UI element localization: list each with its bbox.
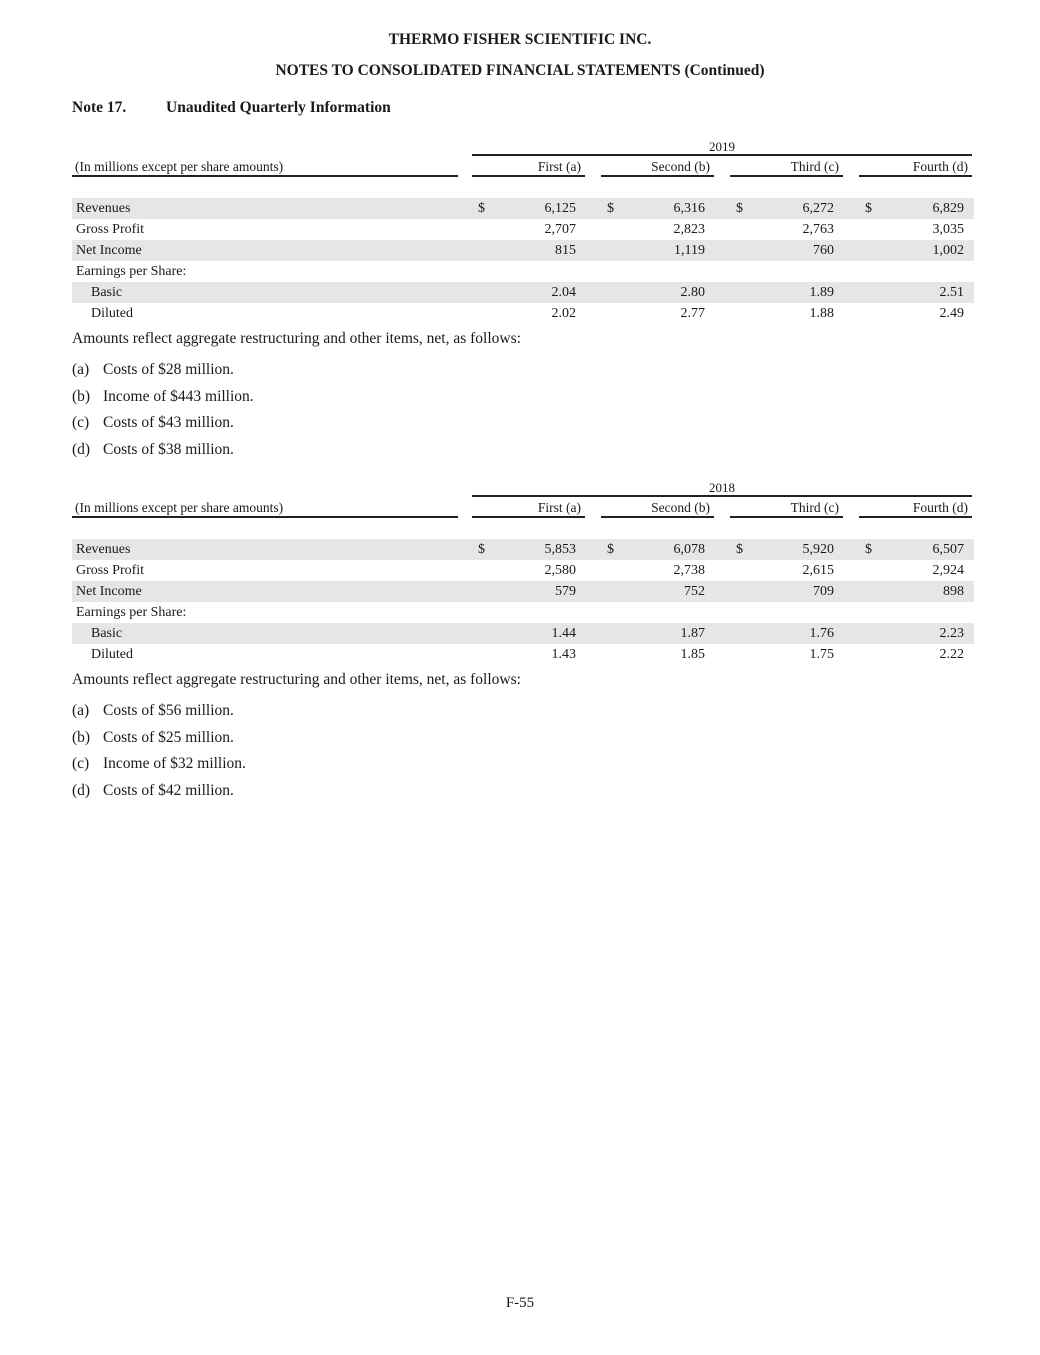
row-label: Earnings per Share: (76, 264, 187, 279)
column-header: Third (c) (730, 159, 843, 177)
footnote-intro: Amounts reflect aggregate restructuring and other items, net, as follows: (72, 330, 521, 347)
cell-value: 1.88 (809, 306, 834, 321)
currency-symbol: $ (865, 201, 872, 216)
column-header: First (a) (472, 500, 585, 518)
note-number: Note 17. (72, 99, 127, 116)
row-label: Gross Profit (76, 222, 145, 237)
note-heading (72, 99, 391, 117)
row-label: Net Income (76, 584, 142, 599)
column-header: First (a) (472, 159, 585, 177)
currency-symbol: $ (478, 201, 485, 216)
footnote-item (72, 782, 234, 800)
footnote-text: Income of $443 million. (103, 387, 254, 405)
currency-symbol: $ (736, 201, 743, 216)
cell-value: 6,507 (932, 542, 964, 557)
column-header: Fourth (d) (859, 159, 972, 177)
cell-value: 2.23 (939, 626, 964, 641)
cell-value: 6,316 (673, 201, 705, 216)
table-row (72, 303, 974, 324)
cell-value: 2,615 (802, 563, 834, 578)
cell-value: 2.77 (680, 306, 705, 321)
footnote-text: Costs of $43 million. (103, 414, 234, 431)
column-header: Fourth (d) (859, 500, 972, 518)
footnote-item (72, 361, 234, 379)
currency-symbol: $ (607, 201, 614, 216)
note-title: Unaudited Quarterly Information (166, 99, 391, 116)
currency-symbol: $ (736, 542, 743, 557)
footnote-text: Costs of $56 million. (103, 702, 234, 719)
cell-value: 1,002 (932, 243, 964, 258)
cell-value: 1,119 (674, 243, 705, 258)
footnote-item (72, 441, 234, 459)
table-row (72, 219, 974, 240)
cell-value: 2.51 (939, 285, 964, 300)
row-label: Diluted (91, 306, 133, 321)
cell-value: 1.44 (551, 626, 576, 641)
row-label: Diluted (91, 647, 133, 662)
cell-value: 5,920 (802, 542, 834, 557)
table-row (72, 198, 974, 219)
cell-value: 2.04 (551, 285, 576, 300)
footnote-key: (b) (72, 728, 91, 746)
year-rule (472, 154, 972, 156)
cell-value: 6,125 (544, 201, 576, 216)
quarterly-table-2019 (0, 139, 1040, 329)
cell-value: 2,763 (802, 222, 834, 237)
cell-value: 6,829 (932, 201, 964, 216)
row-label: Gross Profit (76, 563, 145, 578)
table-row (72, 644, 974, 665)
footnote-text: Costs of $42 million. (103, 781, 234, 799)
cell-value: 898 (943, 584, 964, 599)
description-header: (In millions except per share amounts) (72, 159, 458, 177)
cell-value: 2,924 (932, 563, 964, 578)
cell-value: 815 (555, 243, 576, 258)
footnote-intro: Amounts reflect aggregate restructuring and other items, net, as follows: (72, 671, 521, 688)
footnote-key: (a) (72, 361, 90, 378)
cell-value: 2,738 (673, 563, 705, 578)
company-name: THERMO FISHER SCIENTIFIC INC. (388, 31, 652, 48)
table-row (72, 623, 974, 644)
page-number: F-55 (505, 1295, 535, 1311)
cell-value: 760 (813, 243, 834, 258)
column-header: Second (b) (601, 159, 714, 177)
table-year: 2018 (709, 480, 735, 495)
footnote-item (72, 702, 234, 720)
footnote-key: (c) (72, 755, 90, 772)
cell-value: 2.22 (939, 647, 964, 662)
description-header: (In millions except per share amounts) (72, 500, 458, 518)
table-row (72, 560, 974, 581)
footnote-key: (c) (72, 414, 90, 431)
cell-value: 1.75 (809, 647, 834, 662)
cell-value: 2,823 (673, 222, 705, 237)
cell-value: 2.49 (939, 306, 964, 321)
column-header: Second (b) (601, 500, 714, 518)
footnote-key: (d) (72, 440, 91, 458)
cell-value: 1.87 (680, 626, 705, 641)
row-label: Revenues (76, 201, 131, 216)
footnote-item (72, 414, 234, 432)
column-header: Third (c) (730, 500, 843, 518)
footnote-item (72, 755, 246, 773)
row-label: Revenues (76, 542, 131, 557)
cell-value: 579 (555, 584, 576, 599)
cell-value: 5,853 (544, 542, 576, 557)
page-subtitle: NOTES TO CONSOLIDATED FINANCIAL STATEMENTS (Continued) (275, 62, 765, 79)
quarterly-table-2018 (0, 480, 1040, 670)
footnote-key: (d) (72, 781, 91, 799)
footnote-key: (b) (72, 387, 91, 405)
footnote-text: Costs of $28 million. (103, 361, 234, 378)
currency-symbol: $ (865, 542, 872, 557)
cell-value: 2.80 (680, 285, 705, 300)
cell-value: 2.02 (551, 306, 576, 321)
footnote-text: Costs of $38 million. (103, 440, 234, 458)
footnote-text: Income of $32 million. (103, 755, 246, 772)
table-year: 2019 (709, 139, 735, 154)
footnote-item (72, 388, 254, 406)
table-row (72, 282, 974, 303)
table-row (72, 240, 974, 261)
cell-value: 2,580 (544, 563, 576, 578)
cell-value: 752 (684, 584, 705, 599)
cell-value: 1.43 (551, 647, 576, 662)
cell-value: 6,272 (802, 201, 834, 216)
cell-value: 709 (813, 584, 834, 599)
footnote-key: (a) (72, 702, 90, 719)
table-row (72, 539, 974, 560)
row-label: Net Income (76, 243, 142, 258)
row-label: Basic (91, 285, 123, 300)
year-rule (472, 495, 972, 497)
table-row (72, 602, 974, 623)
row-label: Earnings per Share: (76, 605, 187, 620)
row-label: Basic (91, 626, 123, 641)
footnote-item (72, 729, 234, 747)
table-row (72, 261, 974, 282)
footnote-text: Costs of $25 million. (103, 728, 234, 746)
cell-value: 2,707 (544, 222, 576, 237)
cell-value: 1.89 (809, 285, 834, 300)
table-row (72, 581, 974, 602)
cell-value: 6,078 (673, 542, 705, 557)
currency-symbol: $ (607, 542, 614, 557)
cell-value: 1.85 (680, 647, 705, 662)
cell-value: 3,035 (932, 222, 964, 237)
currency-symbol: $ (478, 542, 485, 557)
cell-value: 1.76 (809, 626, 834, 641)
